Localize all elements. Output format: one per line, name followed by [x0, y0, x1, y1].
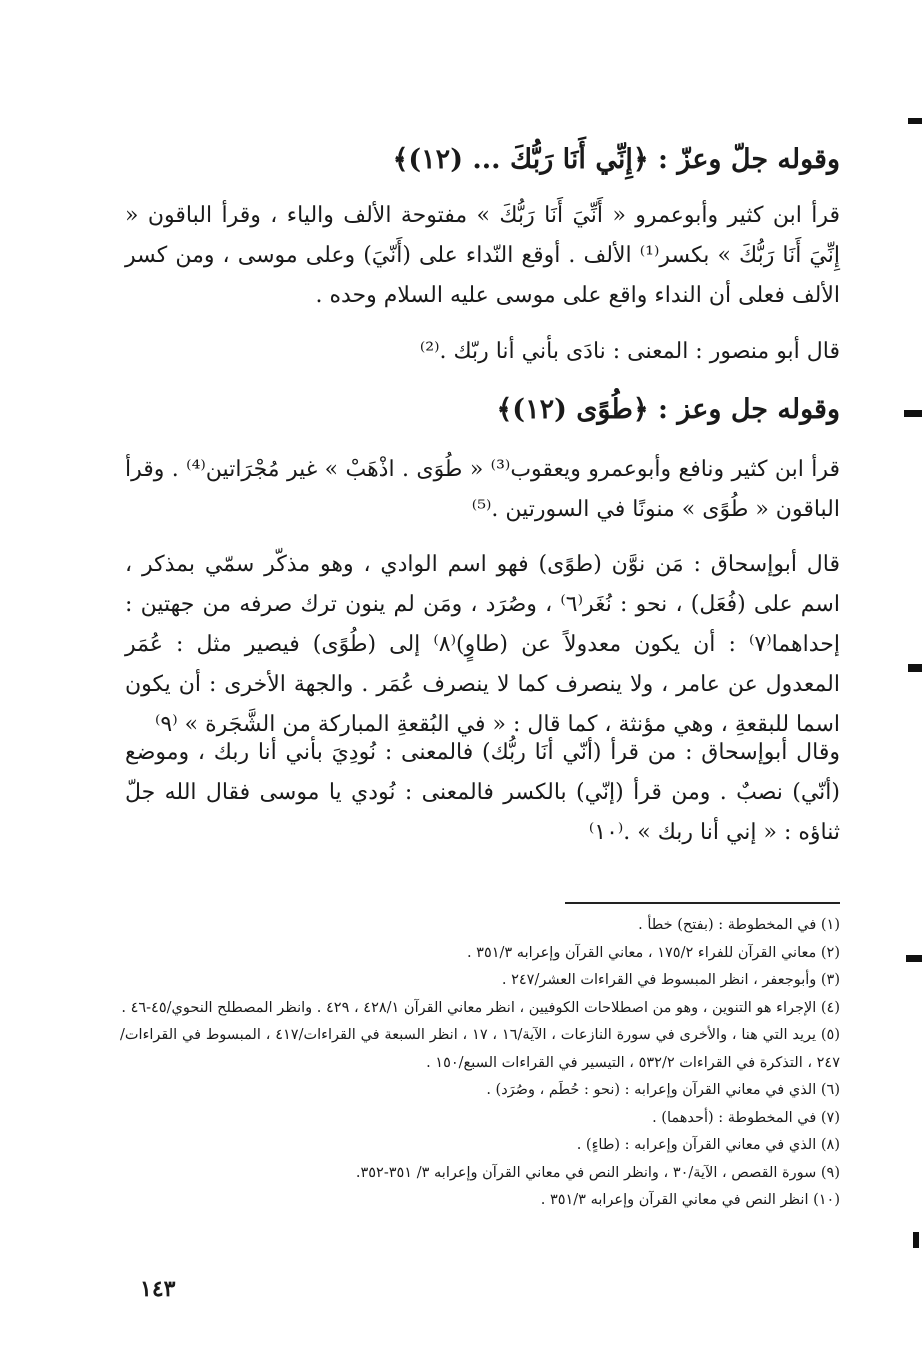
paragraph-text: قرأ ابن كثير ونافع وأبوعمرو ويعقوب⁽³⁾ « طُوَى . اذْهَبْ » غير مُجْرَاتين⁽⁴⁾ . وقرأ الباقون « طُوًى » منونًا في السورتين .⁽⁵⁾: [125, 457, 840, 522]
scan-mark: [906, 955, 922, 962]
verse-heading-2: وقوله جل وعز : ﴿طُوًى (١٢)﴾: [496, 394, 840, 425]
paragraph-abu-ishaq-1: [125, 545, 840, 745]
footnote-5: (٥) يريد التي هنا ، والأخرى في سورة النازعات ، الآية/١٦ ، ١٧ ، انظر السبعة في القراءات/٤١٧ ، المبسوط في القراءات/٢٤٧ ، التذكرة في القراءات ٥٣٢/٢ ، التيسير في القراءات السبع/١٥٠ .: [120, 1027, 840, 1071]
paragraph-readings-2: [125, 450, 840, 530]
footnote-9: (٩) سورة القصص ، الآية/٣٠ ، وانظر النص في معاني القرآن وإعرابه ٣/ ٣٥١-٣٥٢.: [355, 1164, 840, 1181]
verse-heading-1: وقوله جلّ وعزّ : ﴿إِنِّي أَنَا رَبُّكَ ... (١٢)﴾: [392, 144, 840, 175]
footnote-4: (٤) الإجراء هو التنوين ، وهو من اصطلاحات الكوفيين ، انظر معاني القرآن ٤٢٨/١ ، ٤٢٩ . وانظر المصطلح النحوي/٤٥-٤٦ .: [121, 999, 840, 1016]
footnote-2: (٢) معاني القرآن للفراء ١٧٥/٢ ، معاني القرآن وإعرابه ٣٥١/٣ .: [466, 944, 840, 961]
footnote-8: (٨) الذي في معاني القرآن وإعرابه : (طاءٍ) .: [576, 1137, 840, 1153]
paragraph-readings-1: [125, 196, 840, 316]
scan-mark: [908, 118, 922, 124]
paragraph-text: قرأ ابن كثير وأبوعمرو « أَنِّيَ أَنَا رَبُّكَ » مفتوحة الألف والياء ، وقرأ الباقون « إِنِّيَ أَنَا رَبُّكَ » بكسر⁽¹⁾ الألف . أوقع النّداء على (أَنّيَ) وعلى موسى ، ومن كسر الألف فعلى أن النداء واقع على موسى عليه السلام وحده .: [125, 203, 840, 308]
footnotes: [120, 912, 840, 1215]
paragraph-abu-ishaq-2: [125, 733, 840, 853]
footnote-1: (١) في المخطوطة : (بفتح) خطأ .: [638, 917, 840, 933]
paragraph-abu-mansur: [125, 332, 840, 372]
footnote-10: (١٠) انظر النص في معاني القرآن وإعرابه ٣٥١/٣ .: [540, 1192, 840, 1208]
scan-mark: [908, 664, 922, 672]
footnote-6: (٦) الذي في معاني القرآن وإعرابه : (نحو : حُطَم ، وصُرَد) .: [486, 1082, 840, 1098]
footnote-divider: [565, 902, 840, 904]
paragraph-text: قال أبو منصور : المعنى : نادَى بأني أنا ربّك .⁽²⁾: [419, 339, 840, 364]
footnote-7: (٧) في المخطوطة : (أحدهما) .: [652, 1109, 840, 1126]
paragraph-text: قال أبوإسحاق : مَن نوَّن (طوًى) فهو اسم الوادي ، وهو مذكّر سمّي بمذكر ، اسم على (فُعَل) ، نحو : نُغَر⁽٦⁾ ، وصُرَد ، ومَن لم ينون ترك صرفه من جهتين : إحداهما⁽٧⁾ : أن يكون معدولاً عن (طاوٍ)⁽٨⁾ إلى (طُوًى) فيصير مثل : عُمَر المعدول عن عامر ، ولا ينصرف كما لا ينصرف عُمَر . والجهة الأخرى : أن يكون اسما للبقعةِ ، وهي مؤنثة ، كما قال : « في البُقعةِ المباركة من الشَّجَرة » ⁽٩⁾: [125, 552, 840, 737]
paragraph-text: وقال أبوإسحاق : من قرأ (أنّي أنَا ربُّك) فالمعنى : نُودِيَ بأني أنا ربك ، وموضع (أنّي) نصبٌ . ومن قرأ (إنّي) بالكسر فالمعنى : نُودي يا موسى فقال الله جلّ ثناؤه : « إني أنا ربك » .⁽١٠⁾: [125, 740, 840, 845]
scan-mark: [913, 1232, 919, 1248]
footnote-3: (٣) وأبوجعفر ، انظر المبسوط في القراءات العشر/٢٤٧ .: [501, 972, 840, 988]
scan-mark: [904, 410, 922, 417]
page-number: ١٤٣: [140, 1276, 176, 1302]
